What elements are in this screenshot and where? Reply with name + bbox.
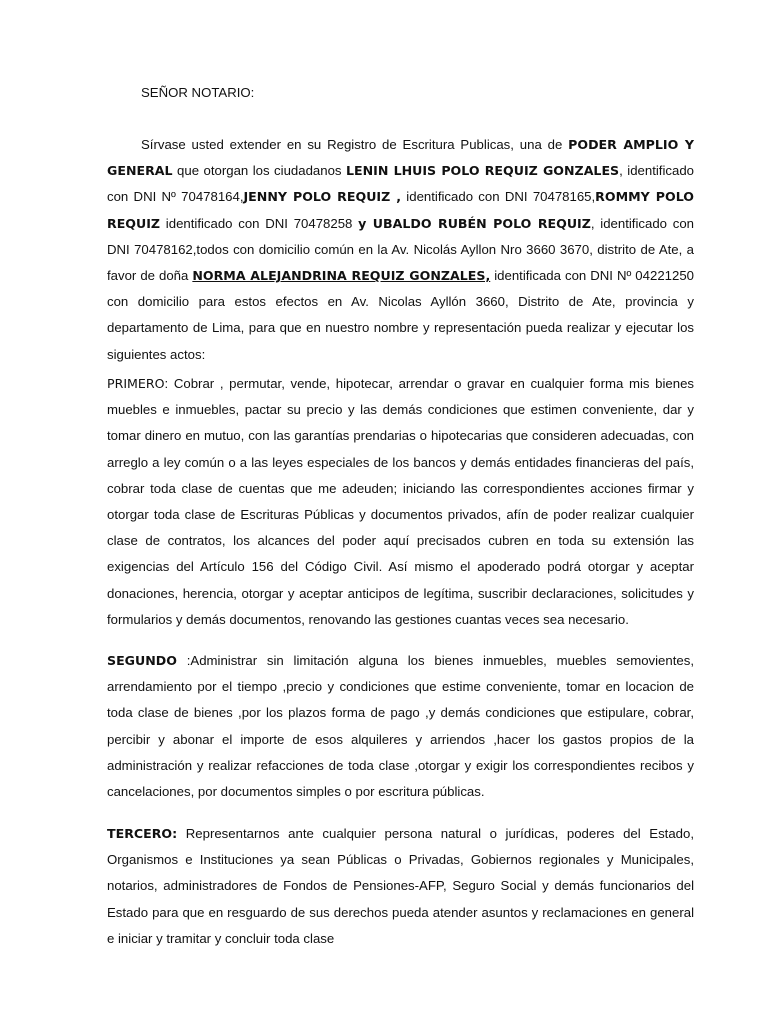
grantor-lenin: LENIN LHUIS POLO REQUIZ GONZALES	[345, 163, 620, 179]
intro-text-7: identificada con DNI Nº 04221250 con domicilio para estos efectos en Av. Nicolas Ayllón 3660, Distrito de Ate, provincia y departamento de Lima, para que en nuestro nombre y representación pueda realizar y ejecutar los siguientes actos:	[107, 268, 694, 362]
intro-text-3: , identificado con DNI Nº 70478164,	[107, 163, 694, 205]
intro-text-5: identificado con DNI 70478258	[160, 215, 359, 231]
intro-text-1: Sírvase usted extender en su Registro de Escritura Publicas, una de	[141, 137, 569, 152]
grantor-ubaldo: y UBALDO RUBÉN POLO REQUIZ	[358, 215, 591, 231]
power-type: PODER AMPLIO Y GENERAL	[107, 137, 695, 179]
clause-primero-label: PRIMERO	[107, 376, 165, 391]
attorney-name: NORMA ALEJANDRINA REQUIZ GONZALES,	[192, 268, 491, 284]
clause-tercero	[107, 821, 694, 952]
intro-text-2: que otorgan los ciudadanos	[172, 163, 346, 179]
intro-text-6: , identificado con DNI 70478162,todos con domicilio común en la Av. Nicolás Ayllon Nro 3660 3670, distrito de Ate, a favor de doña	[107, 215, 694, 284]
clause-segundo-label: SEGUNDO	[107, 653, 177, 668]
intro-text-4: identificado con DNI 70478165,	[401, 189, 596, 205]
clause-segundo	[107, 648, 694, 805]
clause-tercero-label: TERCERO:	[107, 826, 178, 841]
grantor-jenny: JENNY POLO REQUIZ ,	[243, 189, 402, 205]
grantor-rommy: ROMMY POLO REQUIZ	[107, 189, 694, 231]
intro-paragraph	[107, 132, 694, 368]
clause-segundo-text: :Administrar sin limitación alguna los bienes inmuebles, muebles semovientes, arrendamiento por el tiempo ,precio y condiciones que estime conveniente, tomar en locacion de toda clase de bienes ,por los plazos forma de pago ,y demás condiciones que estipulare, cobrar, percibir y abonar el importe de esos alquileres y arriendos ,hacer los gastos propios de la administración y realizar refacciones de toda clase ,otorgar y exigir los correspondientes recibos y cancelaciones, por documentos simples o por escritura públicas.	[107, 653, 694, 800]
clause-primero-text: : Cobrar , permutar, vende, hipotecar, arrendar o gravar en cualquier forma mis bienes muebles e inmuebles, pactar su precio y las demás condiciones que estimen conveniente, dar y tomar dinero en mutuo, con las garantías prendarias o hipotecarias que consideren adecuadas, con arreglo a ley común o a las leyes especiales de los bancos y demás entidades financieras del país, cobrar toda clase de cuentas que me adeuden; iniciando las correspondientes acciones firmar y otorgar toda clase de Escrituras Públicas y documentos privados, afín de poder realizar cualquier clase de contratos, los alcances del poder aquí precisados cubren en toda su extensión las exigencias del Artículo 156 del Código Civil. Así mismo el apoderado podrá otorgar y aceptar donaciones, herencia, otorgar y aceptar anticipos de legítima, suscribir declaraciones, solicitudes y formularios y demás documentos, renovando las gestiones cuantas veces sea necesario.	[107, 376, 694, 627]
salutation: SEÑOR NOTARIO:	[141, 85, 255, 100]
clause-primero	[107, 371, 694, 633]
clause-tercero-text: Representarnos ante cualquier persona natural o jurídicas, poderes del Estado, Organismos e Instituciones ya sean Públicas o Privadas, Gobiernos regionales y Municipales, notarios, administradores de Fondos de Pensiones-AFP, Seguro Social y demás funcionarios del Estado para que en resguardo de sus derechos pueda atender asuntos y reclamaciones en general e iniciar y tramitar y concluir toda clase	[107, 826, 694, 946]
